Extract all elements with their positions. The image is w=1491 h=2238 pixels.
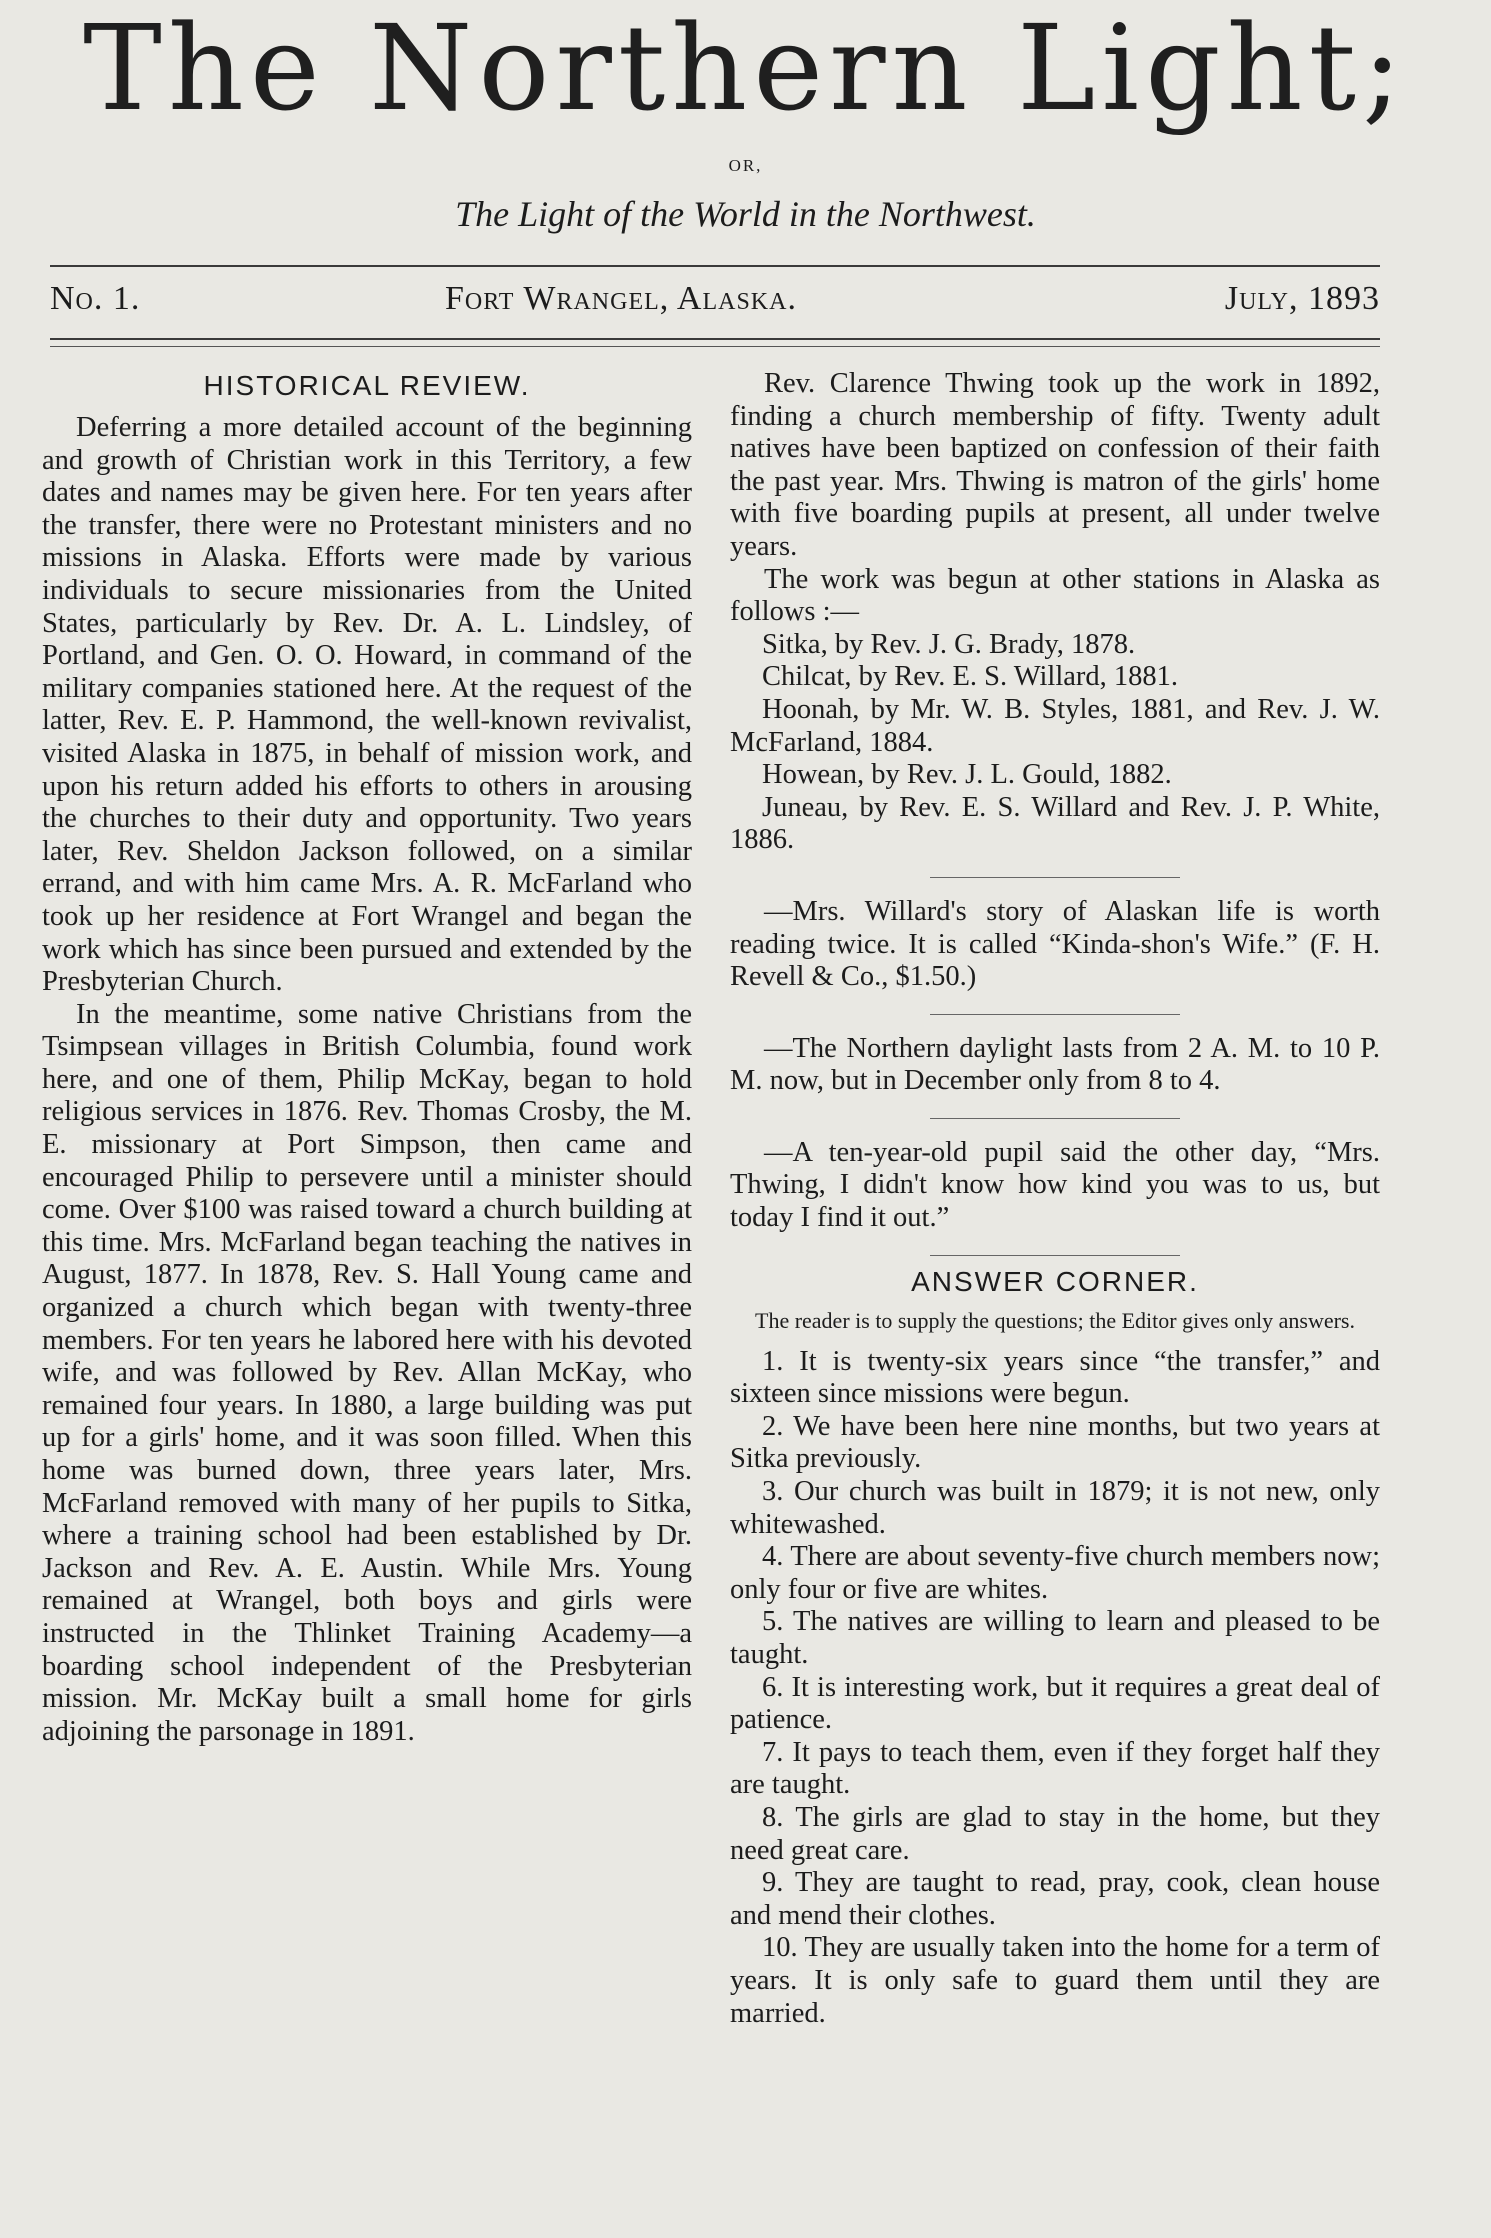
- top-rule: [50, 265, 1380, 267]
- masthead-subtitle: The Light of the World in the Northwest.: [455, 194, 1036, 234]
- answer-corner-heading: ANSWER CORNER.: [911, 1265, 1199, 1297]
- dateline: [50, 280, 1380, 330]
- separator: [930, 1014, 1180, 1015]
- answer-corner-intro: The reader is to supply the questions; the Editor gives only answers.: [755, 1307, 1355, 1333]
- answer-item: 6. It is interesting work, but it requires a great deal of patience.: [730, 1671, 1380, 1736]
- dateline-rule-2: [50, 346, 1380, 347]
- station-item: Chilcat, by Rev. E. S. Willard, 1881.: [762, 661, 1179, 693]
- answer-item: 1. It is twenty-six years since “the transfer,” and sixteen since missions were begun.: [730, 1345, 1380, 1410]
- answer-item: 3. Our church was built in 1879; it is not new, only whitewashed.: [730, 1476, 1380, 1540]
- note-paragraph: —Mrs. Willard's story of Alaskan life is worth reading twice. It is called “Kinda-shon's Wife.” (F. H. Revell & Co., $1.50.): [730, 895, 1380, 993]
- separator: [930, 877, 1180, 878]
- answer-item: 5. The natives are willing to learn and pleased to be taught.: [730, 1606, 1380, 1670]
- station-item: Howean, by Rev. J. L. Gould, 1882.: [762, 759, 1172, 791]
- right-column: [730, 368, 1380, 2030]
- separator: [930, 1118, 1180, 1119]
- dateline-rule-1: [50, 338, 1380, 340]
- historical-review-paragraph-3: Rev. Clarence Thwing took up the work in 1892, finding a church membership of fifty. Twenty adult natives have been baptized on confession of their faith the past year. Mrs. Thwing is matron of the girls' home with five boarding pupils at present, all under twelve years.: [730, 368, 1380, 562]
- answer-item: 2. We have been here nine months, but two years at Sitka previously.: [730, 1410, 1380, 1475]
- issue-number: No. 1.: [50, 280, 141, 317]
- issue-place: Fort Wrangel, Alaska.: [445, 280, 797, 317]
- masthead-or: OR,: [728, 156, 763, 175]
- answer-item: 4. There are about seventy-five church members now; only four or five are whites.: [730, 1541, 1380, 1605]
- masthead-title: The Northern Light;: [83, 0, 1408, 137]
- separator: [930, 1255, 1180, 1256]
- historical-review-heading: HISTORICAL REVIEW.: [203, 370, 531, 401]
- note-paragraph: —The Northern daylight lasts from 2 A. M. to 10 P. M. now, but in December only from 8 to 4.: [730, 1032, 1380, 1097]
- answer-item: 8. The girls are glad to stay in the home, but they need great care.: [730, 1801, 1380, 1866]
- issue-date: July, 1893: [1224, 280, 1380, 317]
- station-item: Sitka, by Rev. J. G. Brady, 1878.: [762, 628, 1136, 660]
- answer-item: 9. They are taught to read, pray, cook, clean house and mend their clothes.: [730, 1867, 1380, 1931]
- station-item: Juneau, by Rev. E. S. Willard and Rev. J. P. White, 1886.: [730, 791, 1380, 856]
- historical-review-paragraph-1: Deferring a more detailed account of the beginning and growth of Christian work in this Territory, a few dates and names may be given here. For ten years after the transfer, there were no Protestant ministers and no missions in Alaska. Efforts were made by various individuals to secure missionaries from the United States, particularly by Rev. Dr. A. L. Lindsley, of Portland, and Gen. O. O. Howard, in command of the military companies stationed here. At the request of the latter, Rev. E. P. Hammond, the well-known revivalist, visited Alaska in 1875, in behalf of mission work, and upon his return added his efforts to others in arousing the churches to their duty and opportunity. Two years later, Rev. Sheldon Jackson followed, on a similar errand, and with him came Mrs. A. R. McFarland who took up her residence at Fort Wrangel and began the work which has since been pursued and extended by the Presbyterian Church.: [42, 412, 692, 998]
- left-column: [42, 368, 692, 1748]
- historical-review-paragraph-2: In the meantime, some native Christians from the Tsimpsean villages in British Columbia, found work here, and one of them, Philip McKay, began to hold religious services in 1876. Rev. Thomas Crosby, the M. E. missionary at Port Simpson, then came and encouraged Philip to persevere until a minister should come. Over $100 was raised toward a church building at this time. Mrs. McFarland began teaching the natives in August, 1877. In 1878, Rev. S. Hall Young came and organized a church which began with twenty-three members. For ten years he labored here with his devoted wife, and was followed by Rev. Allan McKay, who remained four years. In 1880, a large building was put up for a girls' home, and it was soon filled. When this home was burned down, three years later, Mrs. McFarland removed with many of her pupils to Sitka, where a training school had been established by Dr. Jackson and Rev. A. E. Austin. While Mrs. Young remained at Wrangel, both boys and girls were instructed in the Thlinket Training Academy—a boarding school independent of the Presbyterian mission. Mr. McKay built a small home for girls adjoining the parsonage in 1891.: [42, 998, 692, 1747]
- answer-item: 7. It pays to teach them, even if they forget half they are taught.: [730, 1736, 1380, 1801]
- note-paragraph: —A ten-year-old pupil said the other day, “Mrs. Thwing, I didn't know how kind you was to us, but today I find it out.”: [730, 1136, 1380, 1234]
- station-item: Hoonah, by Mr. W. B. Styles, 1881, and Rev. J. W. McFarland, 1884.: [730, 693, 1380, 758]
- answer-item: 10. They are usually taken into the home for a term of years. It is only safe to guard them until they are married.: [730, 1932, 1380, 2029]
- historical-review-paragraph-4: The work was begun at other stations in Alaska as follows :—: [730, 563, 1380, 628]
